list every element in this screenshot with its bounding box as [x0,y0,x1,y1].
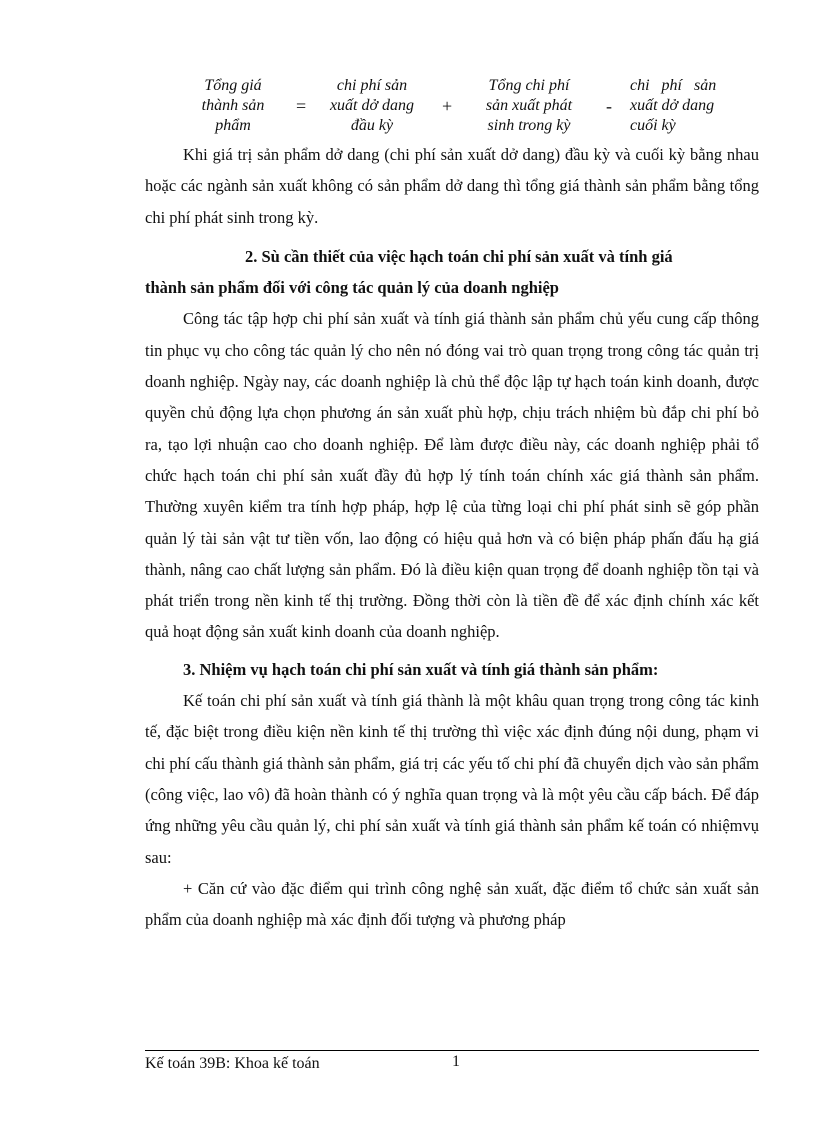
formula-text: Tổng chi phí [488,77,570,94]
formula-text: cuối kỳ [630,117,676,134]
heading-section-2-line-2: thành sản phẩm đối với công tác quản lý của doanh nghiệp [145,278,559,298]
heading-section-2-line-1: 2. Sù cần thiết của việc hạch toán chi phí sản xuất và tính giá [245,246,673,266]
formula-term-period-cost [468,76,590,136]
formula-term-total-cost [188,76,278,136]
formula-text: xuất dở dang [630,97,715,114]
formula-term-opening-wip [316,76,428,136]
paragraph-necessity: Công tác tập hợp chi phí sản xuất và tính giá thành sản phẩm chủ yếu cung cấp thông tin phục vụ cho công tác quản lý cho nên nó đóng vai trò quan trọng trong công tác quản trị doanh nghiệp. Ngày nay, các doanh nghiệp là chủ thể độc lập tự hạch toán kinh doanh, được quyền chủ động lựa chọn phương án sản xuất phù hợp, chịu trách nhiệm bù đắp chi phí bỏ ra, tạo lợi nhuận cao cho doanh nghiệp. Để làm được điều này, các doanh nghiệp phải tổ chức hạch toán chi phí sản xuất đầy đủ hợp lý tính toán chính xác giá thành sản phẩm. Thường xuyên kiểm tra tính hợp pháp, hợp lệ của từng loại chi phí phát sinh sẽ góp phần quản lý tài sản vật tư tiền vốn, lao động có hiệu quả hơn và có biện pháp phấn đấu hạ giá thành, nâng cao chất lượng sản phẩm. Đó là điều kiện quan trọng để doanh nghiệp tồn tại và phát triển trong nền kinh tế thị trường. Đồng thời còn là tiền đề để xác định chính xác kết quả hoạt động sản xuất kinh doanh của doanh nghiệp. [145,309,759,642]
formula-plus: + [442,96,453,116]
page-number: 1 [452,1053,460,1070]
formula-minus: - [606,96,612,116]
formula-equals: = [296,96,307,116]
body-text [145,139,759,935]
formula-text: sản xuất phát [485,97,573,114]
formula-text: Tổng giá [204,77,262,94]
formula-term-closing-wip [630,76,748,136]
paragraph-task-item-1: + Căn cứ vào đặc điểm qui trình công nghệ sản xuất, đặc điểm tổ chức sản xuất sản phẩm của doanh nghiệp mà xác định đối tượng và phương pháp [145,878,759,930]
formula-text: thành sản [201,97,265,114]
paragraph-tasks: Kế toán chi phí sản xuất và tính giá thành là một khâu quan trọng trong công tác kinh tế, đặc biệt trong điều kiện nền kinh tế thị trường thì việc xác định đúng nội dung, phạm vi chi phí cấu thành giá thành sản phẩm, giá trị các yếu tố chi phí đã chuyển dịch vào sản phẩm (công việc, lao vô) đã hoàn thành có ý nghĩa quan trọng và là một yêu cầu cấp bách. Để đáp ứng những yêu cầu quản lý, chi phí sản xuất và tính giá thành sản phẩm kế toán có nhiệmvụ sau: [145,691,759,867]
formula-text: phẩm [215,117,251,134]
formula-text: đầu kỳ [350,117,394,134]
heading-section-3: 3. Nhiệm vụ hạch toán chi phí sản xuất và tính giá thành sản phẩm: [183,659,659,679]
cost-formula [188,76,748,140]
formula-text: sinh trong kỳ [487,117,571,134]
formula-text: chi phí sản [630,77,717,94]
formula-text: chi phí sản [336,77,408,94]
footer-divider [145,1050,759,1051]
formula-text: xuất dở dang [329,97,415,114]
paragraph-wip-equal: Khi giá trị sản phẩm dở dang (chi phí sản xuất dở dang) đầu kỳ và cuối kỳ bằng nhau hoặc các ngành sản xuất không có sản phẩm dở dang thì tổng giá thành sản phẩm bằng tổng chi phí phát sinh trong kỳ. [145,145,759,227]
footer-department: Kế toán 39B: Khoa kế toán [145,1055,320,1072]
